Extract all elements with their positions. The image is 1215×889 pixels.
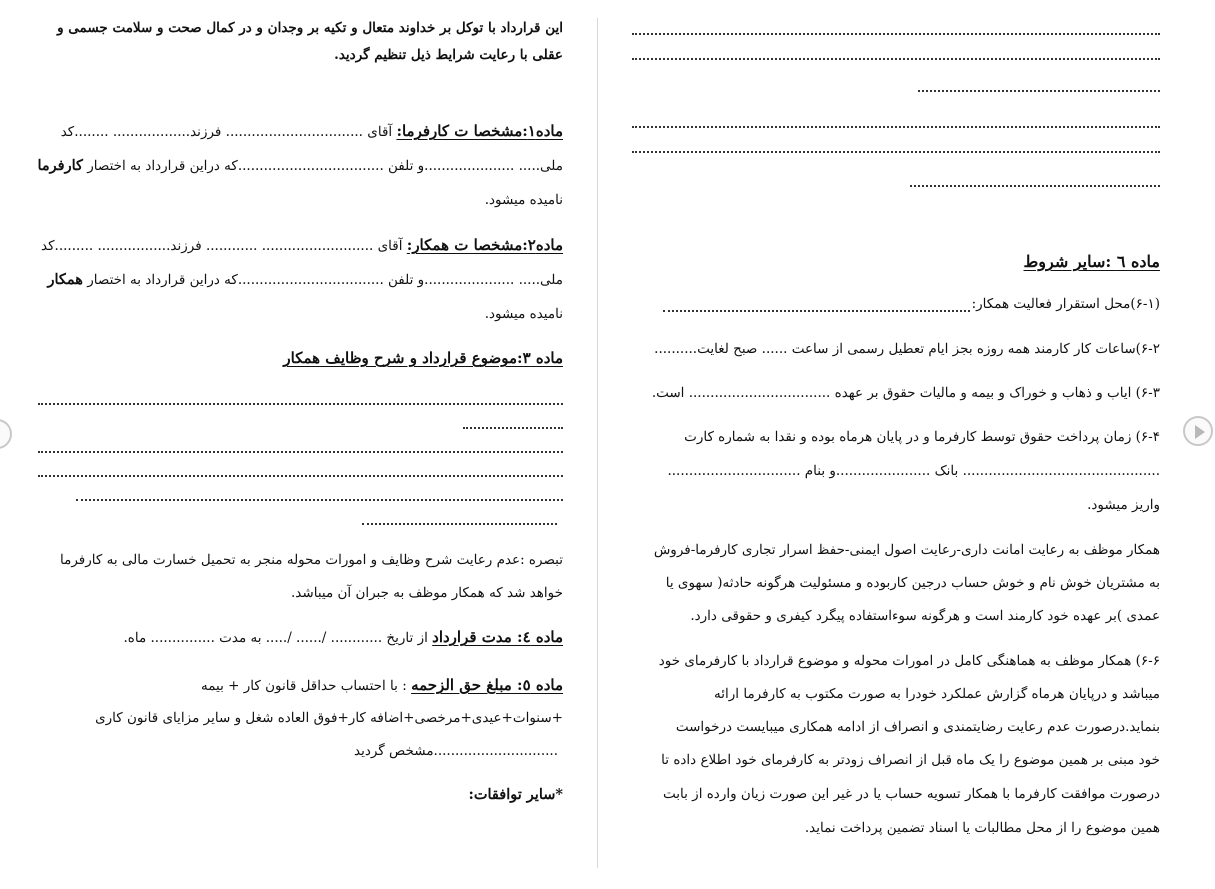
other-agreements: *سایر توافقات:: [468, 786, 563, 803]
article-1-text-2: ملی..... .....................و تلفن ..................................که دراین قرارداد به اختصار: [82, 158, 563, 174]
note-line-2: خواهد شد که همکار موظف به جبران آن میباشد.: [291, 585, 563, 601]
clause-6-2: ۶-۲)ساعات کار کارمند همه روزه بجز ایام تعطیل رسمی از ساعت ...... صبح لغایت..........: [654, 341, 1160, 357]
clause-6-6-line-4: خود مبنی بر همین موضوع را یک ماه قبل از انصراف زودتر به کارفرمای خود اطلاع داده تا: [661, 752, 1160, 768]
article-5-line-2: +سنوات+عیدی+مرخصی+اضافه کار+فوق العاده شغل و سایر مزایای قانون کاری: [95, 710, 563, 726]
fill-line: [632, 58, 1160, 60]
fill-line: [663, 310, 970, 312]
article-1-text-1: آقای ................................ فرزند.................. ........کد: [60, 124, 397, 140]
article-6-line: [1024, 253, 1161, 272]
article-5-title: ماده ٥: مبلغ حق الزحمه: [411, 676, 563, 694]
article-5-line-3: .............................مشخص گردید: [354, 743, 558, 759]
fill-line: [76, 499, 563, 501]
left-page: [30, 0, 563, 889]
next-page-button[interactable]: [1183, 416, 1213, 446]
clause-6-3: ۶-۳) ایاب و ذهاب و خوراک و بیمه و مالیات حقوق بر عهده ................................. است.: [651, 385, 1160, 401]
clause-6-5-line-2: به مشتریان خوش نام و خوش حساب درجین کاربوده و مسئولیت هرگونه حادثه( سهوی یا: [665, 575, 1160, 591]
article-2-title: ماده۲:مشخصا ت همکار:: [406, 236, 563, 254]
fill-line: [632, 126, 1160, 128]
previous-page-button[interactable]: [0, 419, 12, 449]
article-1-line-2: [38, 157, 564, 175]
article-6-title: ماده ٦ :سایر شروط: [1023, 252, 1160, 271]
article-2-keyword: همکار: [47, 271, 83, 288]
article-2-line-2: [47, 271, 563, 289]
article-5-line-1: [201, 676, 563, 695]
article-1-title: ماده۱:مشخصا ت کارفرما:: [396, 122, 563, 140]
fill-line: [38, 475, 563, 477]
clause-6-6-line-6: همین موضوع را از محل مطالبات یا اسناد تضمین پرداخت نماید.: [804, 820, 1160, 836]
article-2-text-2: ملی..... .....................و تلفن ..................................که دراین قرارداد به اختصار: [82, 272, 563, 288]
article-1-line-1: [61, 122, 563, 141]
fill-line: [632, 151, 1160, 153]
clause-6-4-line-1: ۶-۴) زمان پرداخت حقوق توسط کارفرما و در پایان هرماه بوده و نقدا به شماره کارت: [684, 429, 1160, 445]
clause-6-5-line-3: عمدی )بر عهده خود کارمند است و هرگونه سوءاستفاده پیگرد کیفری و حقوقی دارد.: [690, 608, 1160, 624]
article-2-line-1: [41, 236, 563, 255]
intro-line-2: عقلی با رعایت شرایط ذیل تنظیم گردید.: [334, 47, 563, 63]
article-2-line-3: نامیده میشود.: [484, 306, 563, 322]
fill-line: [38, 451, 563, 453]
article-1-keyword: کارفرما: [37, 157, 83, 174]
clause-6-6-line-5: درصورت موافقت کارفرما با همکار تسویه حساب یا در غیر این صورت زیان وارده از بابت: [663, 786, 1160, 802]
clause-6-5-line-1: همکار موظف به رعایت امانت داری-رعایت اصول ایمنی-حفظ اسرار تجاری کارفرما-فروش: [653, 542, 1160, 558]
intro-line-1: این قرارداد با توکل بر خداوند متعال و تکیه بر وجدان و در کمال صحت و سلامت جسمی و: [57, 20, 563, 36]
article-2-text-1: آقای .......................... ............ فرزند................. .........کد: [41, 238, 407, 254]
fill-line: [362, 523, 557, 525]
article-3-line: [283, 349, 563, 368]
article-4-text: از تاریخ ............ /...... /..... به مدت ............... ماه.: [123, 630, 433, 646]
clause-6-6-line-3: بنماید.درصورت عدم رعایت رضایتمندی و انصراف از ادامه همکاری میبایست درخواست: [675, 719, 1160, 735]
article-3-title: ماده ۳:موضوع قرارداد و شرح وظایف همکار: [283, 349, 563, 367]
article-4-line: [124, 628, 564, 647]
article-4-title: ماده ٤: مدت قرارداد: [432, 628, 563, 646]
article-5-text-1: : با احتساب حداقل قانون کار + بیمه: [200, 678, 412, 694]
fill-line: [463, 427, 563, 429]
fill-line: [918, 90, 1160, 92]
page-divider: [597, 18, 598, 868]
right-page: [628, 0, 1160, 889]
clause-6-6-line-1: ۶-۶) همکار موظف به هماهنگی کامل در امورات محوله و موضوع قرارداد با کارفرمای خود: [658, 653, 1160, 669]
clause-6-4-line-2: .............................................. بانک ......................و بنام ...............................: [667, 463, 1160, 479]
play-triangle-right-icon: [1195, 425, 1205, 439]
fill-line: [910, 185, 1160, 187]
fill-line: [632, 33, 1160, 35]
clause-6-4-line-3: واریز میشود.: [1087, 497, 1160, 513]
article-1-line-3: نامیده میشود.: [484, 192, 563, 208]
clause-6-6-line-2: میباشد و درپایان هرماه گزارش عملکرد خودرا به صورت مکتوب به کارفرما ارائه: [714, 686, 1160, 702]
clause-6-1: (۶-۱)محل استقرار فعالیت همکار:: [971, 296, 1160, 312]
note-line-1: تبصره :عدم رعایت شرح وظایف و امورات محوله منجر به تحمیل خسارت مالی به کارفرما: [60, 552, 563, 568]
fill-line: [38, 403, 563, 405]
